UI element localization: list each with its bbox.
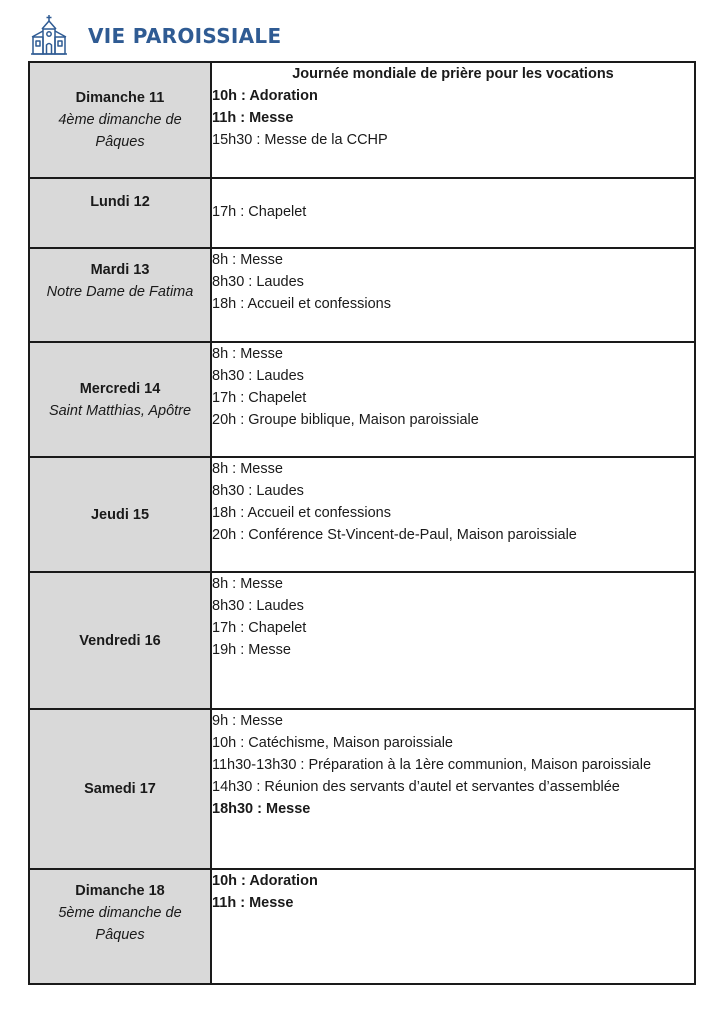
event-line: 20h : Conférence St-Vincent-de-Paul, Maison paroissiale (212, 527, 577, 543)
event-line: 17h : Chapelet (212, 204, 307, 220)
day-name: Mercredi 14 (79, 380, 161, 397)
event-line: 14h30 : Réunion des servants d’autel et servantes d’assemblée (212, 779, 620, 795)
day-cell (29, 62, 211, 178)
schedule-table (28, 61, 696, 985)
day-name: Lundi 12 (90, 194, 150, 210)
events-cell (211, 869, 695, 984)
schedule-row (29, 62, 695, 178)
day-subtitle: 5ème dimanche de Pâques (58, 905, 182, 943)
day-subtitle: Notre Dame de Fatima (46, 284, 194, 300)
event-line: 18h : Accueil et confessions (212, 505, 391, 521)
event-line: 10h : Adoration (212, 88, 318, 104)
schedule-row (29, 572, 695, 709)
day-cell (29, 342, 211, 457)
schedule-row (29, 178, 695, 248)
schedule-row (29, 869, 695, 984)
day-name: Dimanche 11 (75, 90, 165, 106)
event-line: 20h : Groupe biblique, Maison paroissiale (212, 412, 479, 428)
event-line: 8h30 : Laudes (212, 483, 304, 499)
event-line: 18h30 : Messe (212, 801, 311, 817)
event-line: 17h : Chapelet (212, 390, 307, 406)
event-line: 9h : Messe (212, 713, 283, 729)
event-line: 10h : Catéchisme, Maison paroissiale (212, 735, 453, 751)
day-cell (29, 709, 211, 869)
event-line: 8h30 : Laudes (212, 598, 304, 614)
page-title: VIE PAROISSIALE (88, 24, 282, 48)
event-line: 8h : Messe (212, 461, 283, 477)
event-line: 17h : Chapelet (212, 620, 307, 636)
events-cell (211, 709, 695, 869)
event-line: 19h : Messe (212, 642, 291, 658)
day-cell (29, 178, 211, 248)
day-subtitle: Saint Matthias, Apôtre (48, 402, 192, 419)
events-cell (211, 342, 695, 457)
event-line: 11h : Messe (212, 110, 294, 126)
events-cell (211, 572, 695, 709)
event-line: 8h30 : Laudes (212, 274, 304, 290)
day-cell (29, 572, 211, 709)
event-line: 8h : Messe (212, 346, 283, 362)
page-header (30, 14, 430, 56)
day-cell (29, 457, 211, 572)
schedule-row (29, 457, 695, 572)
day-name: Jeudi 15 (90, 506, 150, 523)
event-line: 11h : Messe (212, 895, 294, 911)
event-line: 8h : Messe (212, 576, 283, 592)
events-cell (211, 178, 695, 248)
events-cell (211, 457, 695, 572)
event-line: 15h30 : Messe de la CCHP (212, 132, 388, 148)
schedule-row (29, 342, 695, 457)
schedule-row (29, 709, 695, 869)
event-line: 10h : Adoration (212, 873, 318, 889)
event-line: 8h30 : Laudes (212, 368, 304, 384)
day-name: Dimanche 18 (75, 883, 165, 899)
day-name: Samedi 17 (84, 781, 156, 797)
event-line: 18h : Accueil et confessions (212, 296, 391, 312)
events-cell (211, 248, 695, 342)
church-icon (30, 14, 68, 56)
event-line: 11h30-13h30 : Préparation à la 1ère communion, Maison paroissiale (212, 757, 652, 773)
schedule-row (29, 248, 695, 342)
day-name: Mardi 13 (90, 262, 150, 278)
day-subtitle: 4ème dimanche de Pâques (58, 112, 182, 150)
event-heading: Journée mondiale de prière pour les vocations (292, 66, 614, 82)
day-cell (29, 869, 211, 984)
day-cell (29, 248, 211, 342)
events-cell (211, 62, 695, 178)
day-name: Vendredi 16 (79, 632, 161, 649)
event-line: 8h : Messe (212, 252, 283, 268)
